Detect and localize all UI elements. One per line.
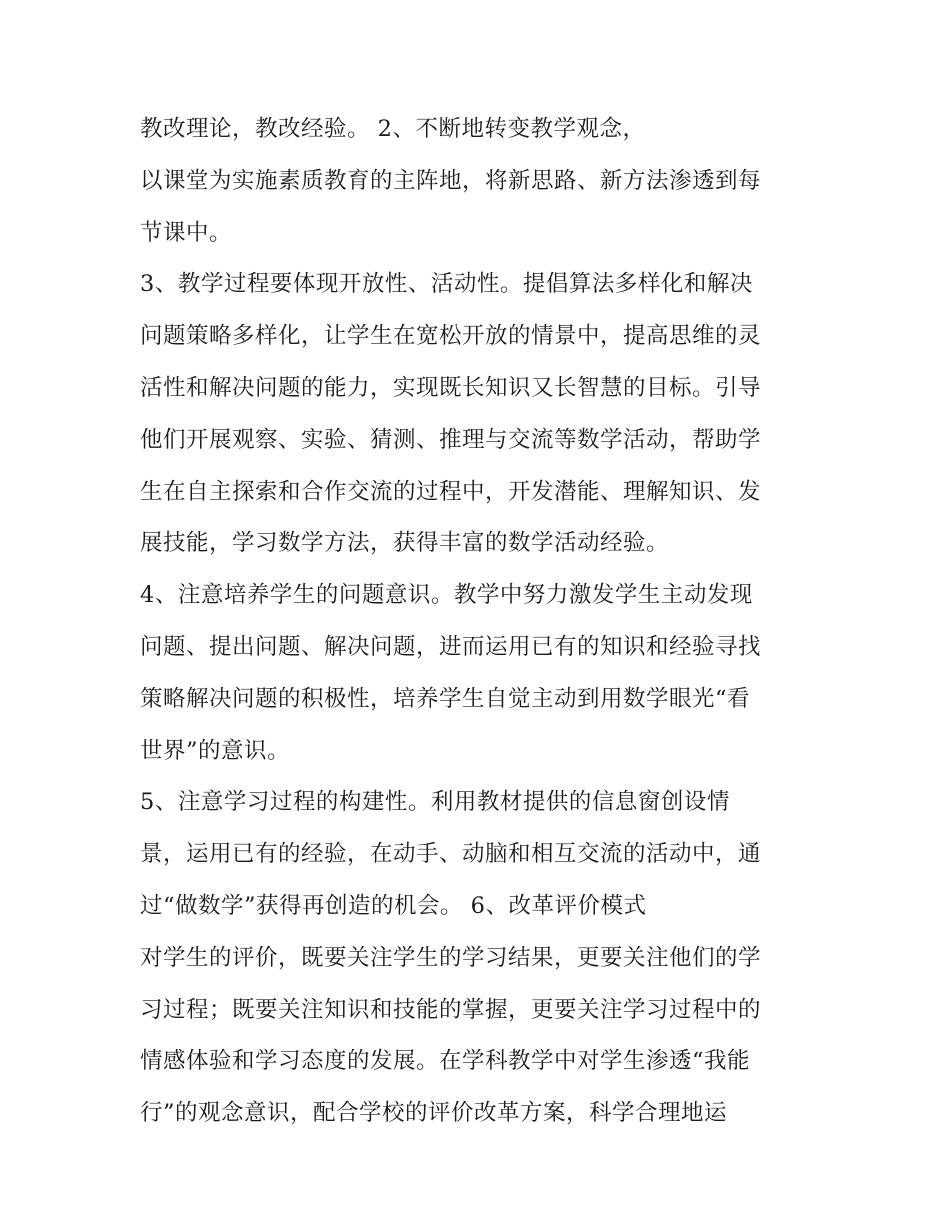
- text-line: 4、注意培养学生的问题意识。教学中努力激发学生主动发现: [140, 582, 753, 609]
- text-line: 景，运用已有的经验，在动手、动脑和相互交流的活动中，通: [140, 841, 762, 868]
- text-line: 生在自主探索和合作交流的过程中，开发潜能、理解知识、发: [140, 478, 762, 505]
- text-line: 策略解决问题的积极性，培养学生自觉主动到用数学眼光“看: [140, 685, 751, 712]
- text-line: 问题策略多样化，让学生在宽松开放的情景中，提高思维的灵: [140, 323, 762, 350]
- text-line: 节课中。: [140, 219, 233, 246]
- text-line: 他们开展观察、实验、猜测、推理与交流等数学活动，帮助学: [140, 426, 762, 453]
- text-line: 问题、提出问题、解决问题，进而运用已有的知识和经验寻找: [140, 633, 762, 660]
- text-line: 行”的观念意识，配合学校的评价改革方案，科学合理地运: [140, 1100, 728, 1127]
- text-line: 教改理论，教改经验。 2、不断地转变教学观念，: [140, 116, 646, 142]
- text-line: 世界”的意识。: [140, 737, 291, 764]
- text-line: 过“做数学”获得再创造的机会。 6、改革评价模式: [140, 892, 647, 919]
- text-line: 展技能，学习数学方法，获得丰富的数学活动经验。: [140, 530, 670, 557]
- text-line: 情感体验和学习态度的发展。在学科教学中对学生渗透“我能: [140, 1048, 751, 1075]
- text-line: 3、教学过程要体现开放性、活动性。提倡算法多样化和解决: [140, 271, 753, 298]
- text-line: 以课堂为实施素质教育的主阵地，将新思路、新方法渗透到每: [140, 167, 762, 194]
- text-line: 习过程；既要关注知识和技能的掌握，更要关注学习过程中的: [140, 996, 762, 1023]
- text-line: 5、注意学习过程的构建性。利用教材提供的信息窗创设情: [140, 789, 730, 816]
- text-line: 活性和解决问题的能力，实现既长知识又长智慧的目标。引导: [140, 374, 762, 401]
- text-line: 对学生的评价，既要关注学生的学习结果，更要关注他们的学: [140, 944, 762, 971]
- document-body: [140, 110, 820, 1146]
